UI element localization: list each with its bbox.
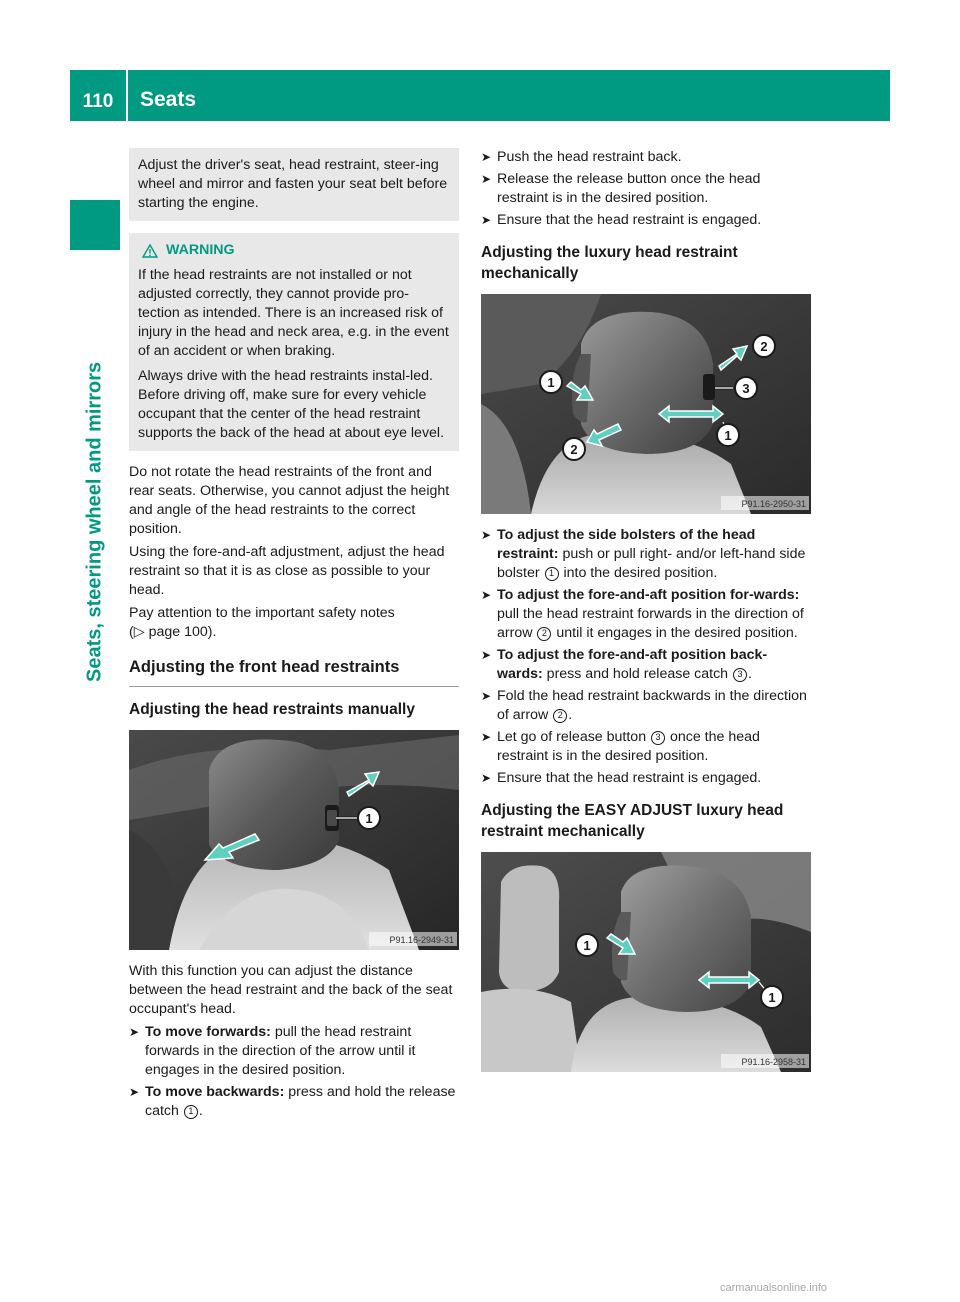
warning-header (138, 241, 450, 260)
subsection-title-manual: Adjusting the head restraints manually (129, 701, 415, 718)
step-arrow-icon: ➤ (481, 213, 492, 227)
page-ref-link[interactable]: page 100). (144, 624, 217, 640)
warning-paragraph-2: Always drive with the head restraints instal-led. Before driving off, make sure for every vehicle occupant that the center of the head restraint supports the back of the head at about eye level. (138, 368, 445, 441)
list-item: ➤ Let go of release button 3 once the head restraint is in the desired position. (481, 729, 760, 764)
step-arrow-icon: ➤ (481, 150, 492, 164)
photo1-callout-1: 1 (365, 811, 373, 826)
callout-number-icon: 2 (537, 627, 551, 641)
photo-easy-adjust-head-restraint (481, 852, 811, 1072)
step-arrow-icon: ➤ (481, 648, 492, 662)
side-tab-label: Seats, steering wheel and mirrors (83, 361, 106, 682)
note-box (129, 148, 459, 221)
list-item: ➤ Push the head restraint back. (481, 149, 682, 165)
callout-number-icon: 3 (733, 668, 747, 682)
page-title: Seats (140, 88, 197, 111)
callout-number-icon: 2 (553, 709, 567, 723)
push-back-steps-list (481, 148, 811, 230)
warning-triangle-icon (142, 244, 158, 258)
list-item: ➤ To adjust the fore-and-aft position back-wards: press and hold release catch 3 . (481, 647, 768, 682)
warning-box (129, 233, 459, 451)
function-description: With this function you can adjust the distance between the head restraint and the back of the seat occupant's head. (129, 963, 453, 1017)
photo1-code: P91.16-2949-31 (389, 935, 454, 945)
step-arrow-icon: ➤ (481, 689, 492, 703)
section-title: Adjusting the front head restraints (129, 656, 459, 687)
photo2-callout-1b: 1 (724, 428, 732, 443)
body-paragraph-2: Using the fore-and-aft adjustment, adjust the head restraint so that it is as close as possible to your head. (129, 544, 445, 598)
photo-head-restraint-manual (129, 730, 459, 950)
list-item: ➤ To move backwards: press and hold the release catch 1 . (129, 1084, 456, 1119)
manual-steps-list (129, 1023, 459, 1121)
callout-number-icon: 1 (184, 1105, 198, 1119)
subsection-title-luxury: Adjusting the luxury head restraint mechanically (481, 244, 738, 282)
callout-number-icon: 3 (651, 731, 665, 745)
warning-title: WARNING (166, 242, 235, 258)
left-column (129, 148, 459, 1124)
page-ref-icon: ▷ (133, 624, 145, 640)
step-arrow-icon: ➤ (481, 588, 492, 602)
photo2-callout-1a: 1 (547, 375, 555, 390)
header-divider (126, 70, 128, 121)
photo2-callout-3: 3 (742, 381, 750, 396)
photo-luxury-head-restraint (481, 294, 811, 514)
body-paragraph-3: Pay attention to the important safety notes (▷ page 100). (129, 605, 395, 640)
photo3-callout-1a: 1 (583, 938, 591, 953)
right-column (481, 148, 811, 1084)
step-arrow-icon: ➤ (481, 771, 492, 785)
luxury-steps-list (481, 526, 811, 788)
photo2-callout-2a: 2 (760, 339, 768, 354)
footer-watermark[interactable]: carmanualsonline.info (720, 1282, 828, 1294)
step-arrow-icon: ➤ (481, 172, 492, 186)
list-item: ➤ Release the release button once the head restraint is in the desired position. (481, 171, 761, 206)
step-arrow-icon: ➤ (481, 528, 492, 542)
list-item: ➤ Ensure that the head restraint is engaged. (481, 212, 762, 228)
callout-number-icon: 1 (545, 567, 559, 581)
list-item: ➤ To adjust the fore-and-aft position for-wards: pull the head restraint forwards in the direction of arrow 2 until it engages in the desired position. (481, 587, 804, 641)
page-number: 110 (82, 91, 114, 112)
note-text: Adjust the driver's seat, head restraint, steer-ing wheel and mirror and fasten your seat belt before starting the engine. (138, 157, 448, 211)
list-item: ➤ Fold the head restraint backwards in the direction of arrow 2 . (481, 688, 807, 723)
subsection-title-easy-adjust: Adjusting the EASY ADJUST luxury head restraint mechanically (481, 802, 784, 840)
step-arrow-icon: ➤ (129, 1025, 140, 1039)
warning-paragraph-1: If the head restraints are not installed or not adjusted correctly, they cannot provide pro-tection as intended. There is an increased risk of injury in the head and neck area, e.g. in the event of an accident or when braking. (138, 267, 449, 359)
body-paragraph-1: Do not rotate the head restraints of the front and rear seats. Otherwise, you cannot adjust the height and angle of the head restraints to the correct position. (129, 464, 450, 537)
photo3-code: P91.16-2958-31 (741, 1057, 806, 1067)
list-item: ➤ Ensure that the head restraint is engaged. (481, 770, 762, 786)
photo2-callout-2b: 2 (570, 442, 578, 457)
photo2-code: P91.16-2950-31 (741, 499, 806, 509)
step-arrow-icon: ➤ (129, 1085, 140, 1099)
list-item: ➤ To move forwards: pull the head restraint forwards in the direction of the arrow until it engages in the desired position. (129, 1024, 416, 1078)
list-item: ➤ To adjust the side bolsters of the head restraint: push or pull right- and/or left-hand side bolster 1 into the desired position. (481, 527, 806, 581)
step-arrow-icon: ➤ (481, 730, 492, 744)
side-tab-block (70, 200, 120, 250)
photo3-callout-1b: 1 (768, 990, 776, 1005)
